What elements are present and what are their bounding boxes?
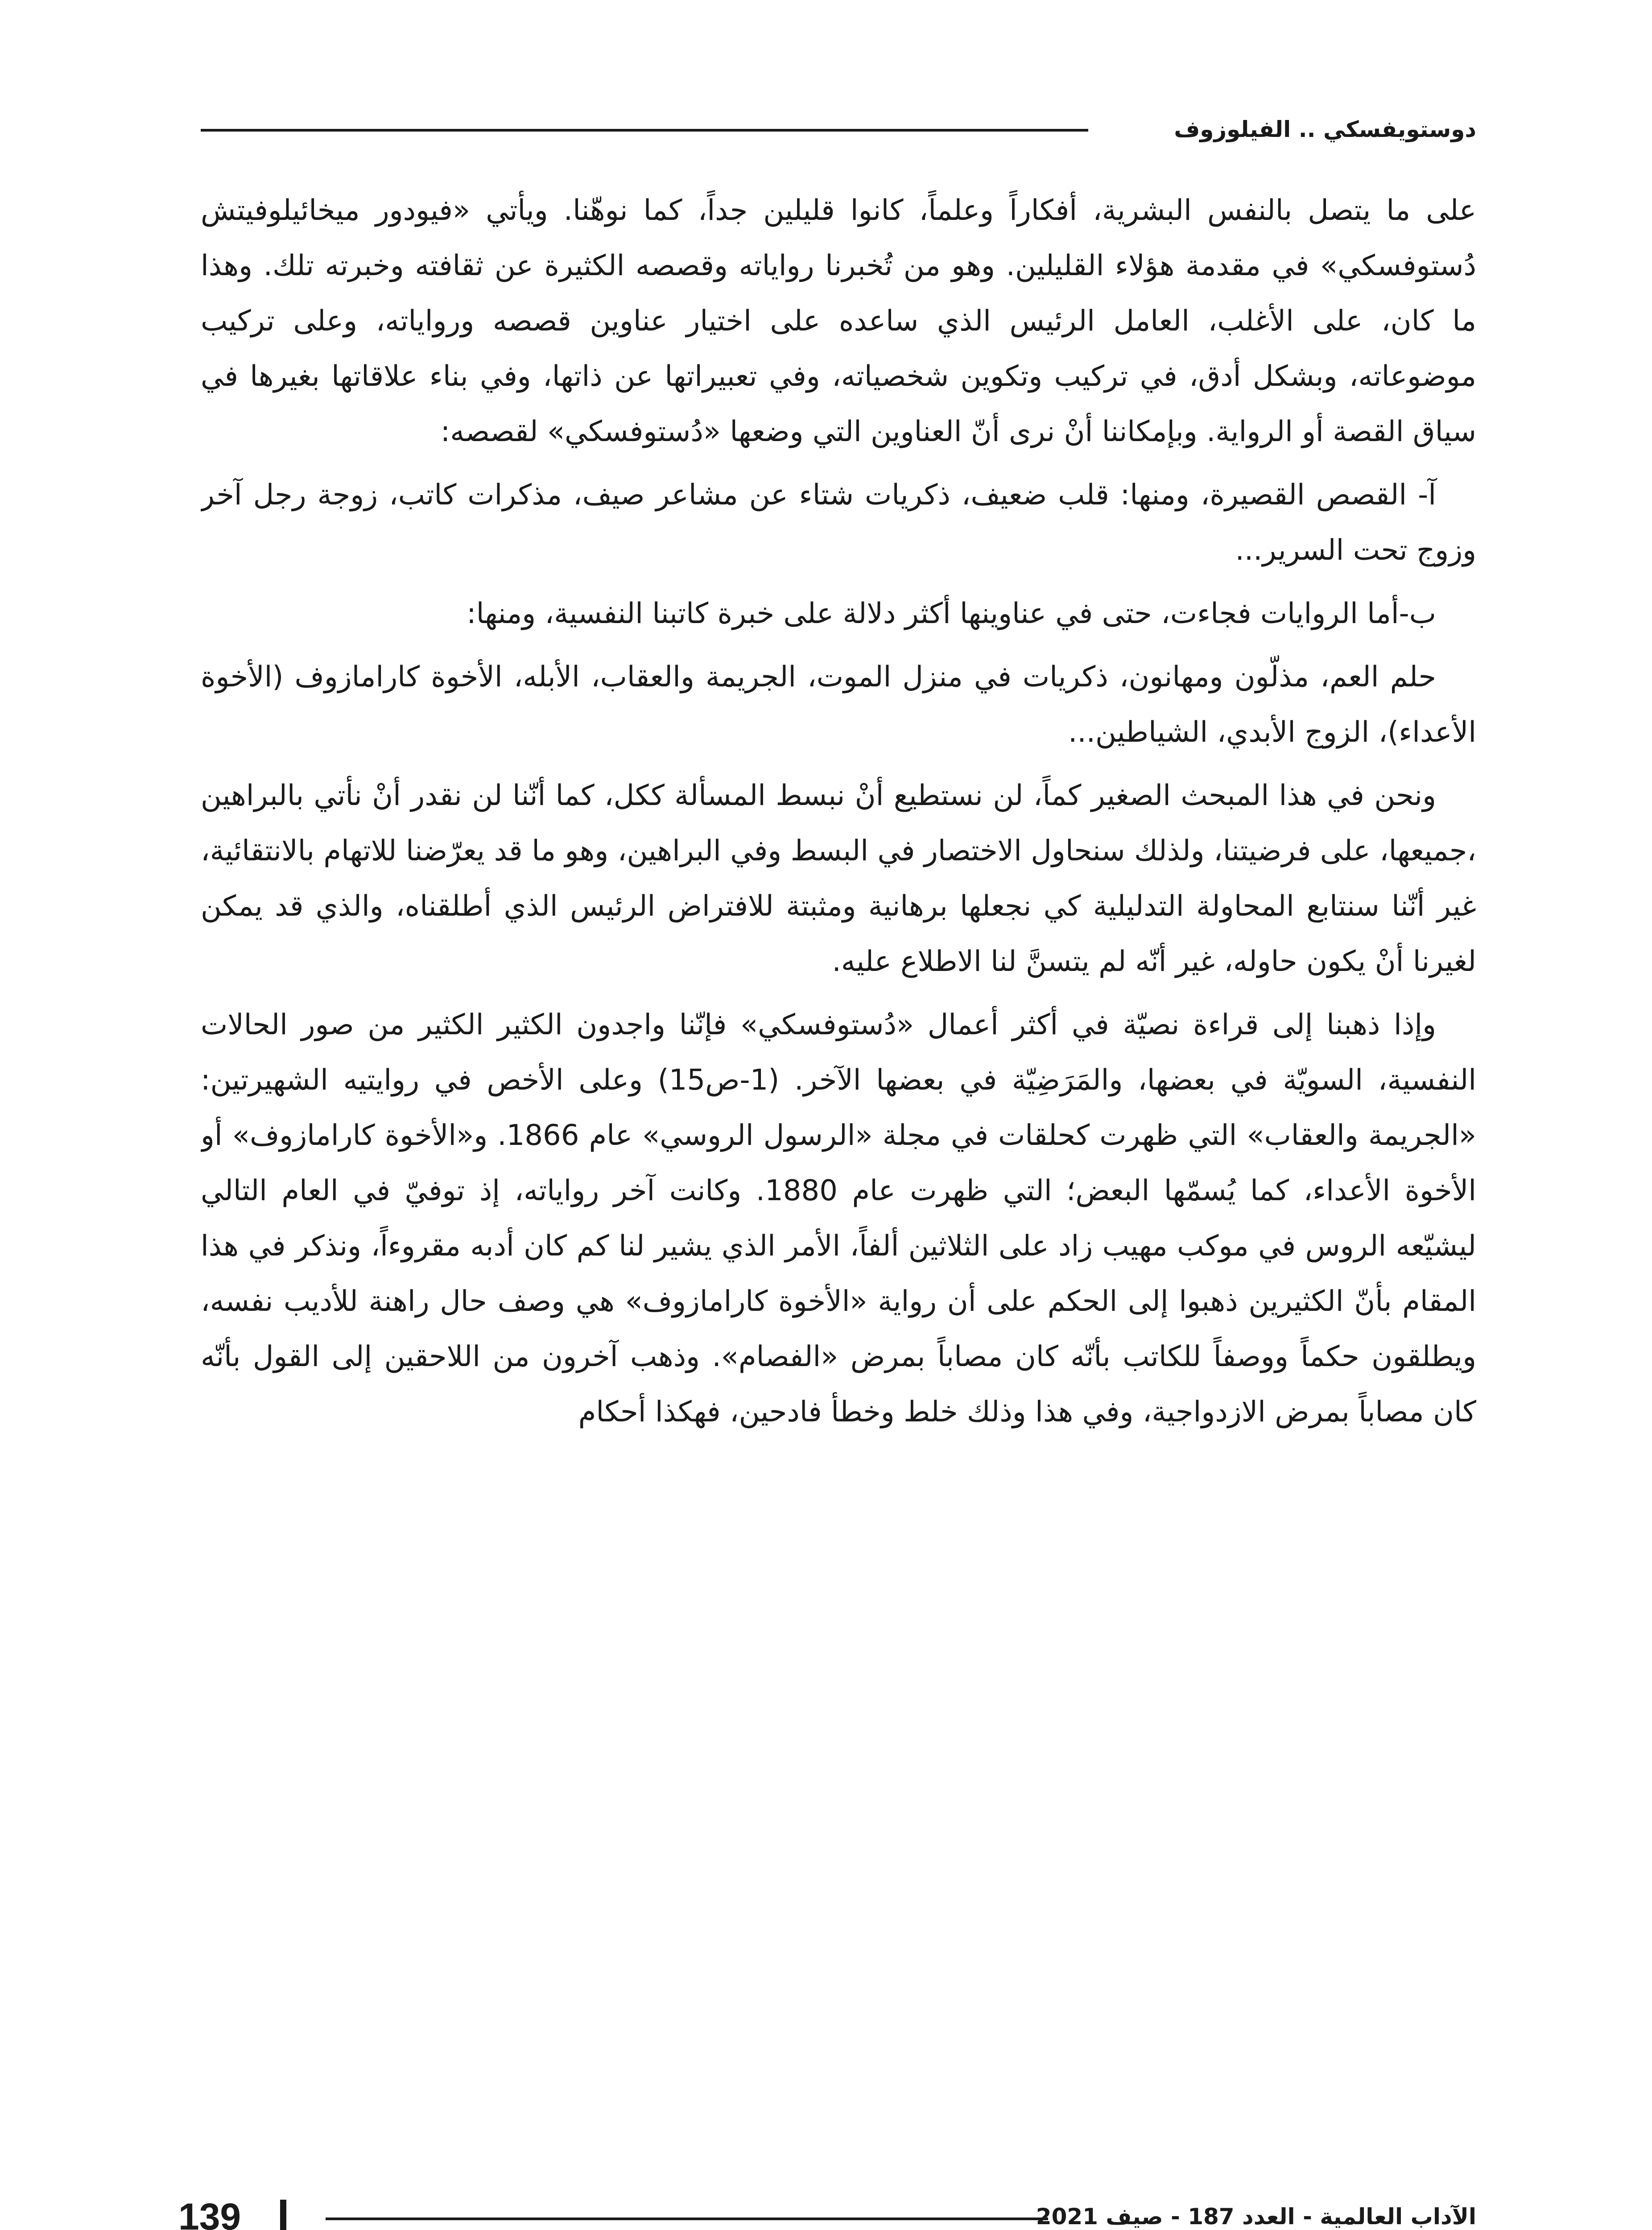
- page-number-bar: [280, 2200, 286, 2230]
- paragraph-analysis: وإذا ذهبنا إلى قراءة نصيّة في أكثر أعمال «دُستوفسكي» فإنّنا واجدون الكثير الكثير من صور الحالات النفسية، السويّة في بعضها، والمَرَضِيّة في بعضها الآخر. (1-ص15) وعلى الأخص في روايتيه الشهيرتين: «الجريمة والعقاب» التي ظهرت كحلقات في مجلة «الرسول الروسي» عام 1866. و«الأخوة كارامازوف» أو الأخوة الأعداء، كما يُسمّها البعض؛ التي ظهرت عام 1880. وكانت آخر رواياته، إذ توفيّ في العام التالي ليشيّعه الروس في موكب مهيب زاد على الثلاثين ألفاً، الأمر الذي يشير لنا كم كان أدبه مقروءاً، ونذكر في هذا المقام بأنّ الكثيرين ذهبوا إلى الحكم على أن رواية «الأخوة كارامازوف» هي وصف حال راهنة للأديب نفسه، ويطلقون حكماً ووصفاً للكاتب بأنّه كان مصاباً بمرض «الفصام». وذهب آخرون من اللاحقين إلى القول بأنّه كان مصاباً بمرض الازدواجية، وفي هذا وذلك خلط وخطأ فادحين، فهكذا أحكام: [201, 1008, 1476, 1429]
- journal-info: الآداب العالمية - العدد 187 - صيف 2021: [1036, 2204, 1476, 2230]
- running-title: دوستويفسكي .. الفيلوزوف: [1174, 116, 1476, 142]
- paragraph-novels-intro: ب-أما الروايات فجاءت، حتى في عناوينها أكثر دلالة على خبرة كاتبنا النفسية، ومنها:: [467, 597, 1436, 630]
- paragraph-short-stories: آ- القصص القصيرة، ومنها: قلب ضعيف، ذكريات شتاء عن مشاعر صيف، مذكرات كاتب، زوجة رجل آخر وزوج تحت السرير...: [201, 479, 1476, 567]
- page-footer: [178, 2194, 1476, 2230]
- header-rule: [201, 129, 1088, 132]
- article-body: [201, 183, 1476, 2203]
- page-number: 139: [178, 2196, 241, 2230]
- footer-rule: [326, 2218, 1048, 2220]
- paragraph-novels-list: حلم العم، مذلّون ومهانون، ذكريات في منزل الموت، الجريمة والعقاب، الأبله، الأخوة كارامازوف (الأخوة الأعداء)، الزوج الأبدي، الشياطين...: [201, 661, 1476, 749]
- running-header: [201, 114, 1476, 154]
- paragraph-method: ونحن في هذا المبحث الصغير كماً، لن نستطيع أنْ نبسط المسألة ككل، كما أنّنا لن نقدر أنْ نأتي بالبراهين ،جميعها، على فرضيتنا، ولذلك سنحاول الاختصار في البسط وفي البراهين، وهو ما قد يعرّضنا للاتهام بالانتقائية، غير أنّنا سنتابع المحاولة التدليلية كي نجعلها برهانية ومثبتة للافتراض الرئيس الذي أطلقناه، والذي قد يمكن لغيرنا أنْ يكون حاوله، غير أنّه لم يتسنَّ لنا الاطلاع عليه.: [201, 779, 1476, 978]
- paragraph-intro: على ما يتصل بالنفس البشرية، أفكاراً وعلماً، كانوا قليلين جداً، كما نوهّنا. ويأتي «فيودور ميخائيلوفيتش دُستوفسكي» في مقدمة هؤلاء القليلين. وهو من تُخبرنا رواياته وقصصه الكثيرة عن ثقافته وخبرته تلك. وهذا ما كان، على الأغلب، العامل الرئيس الذي ساعده على اختيار عناوين قصصه ورواياته، وعلى تركيب موضوعاته، وبشكل أدق، في تركيب وتكوين شخصياته، وفي تعبيراتها عن ذاتها، وفي بناء علاقاتها بغيرها في سياق القصة أو الرواية. وبإمكاننا أنْ نرى أنّ العناوين التي وضعها «دُستوفسكي» لقصصه:: [201, 194, 1476, 448]
